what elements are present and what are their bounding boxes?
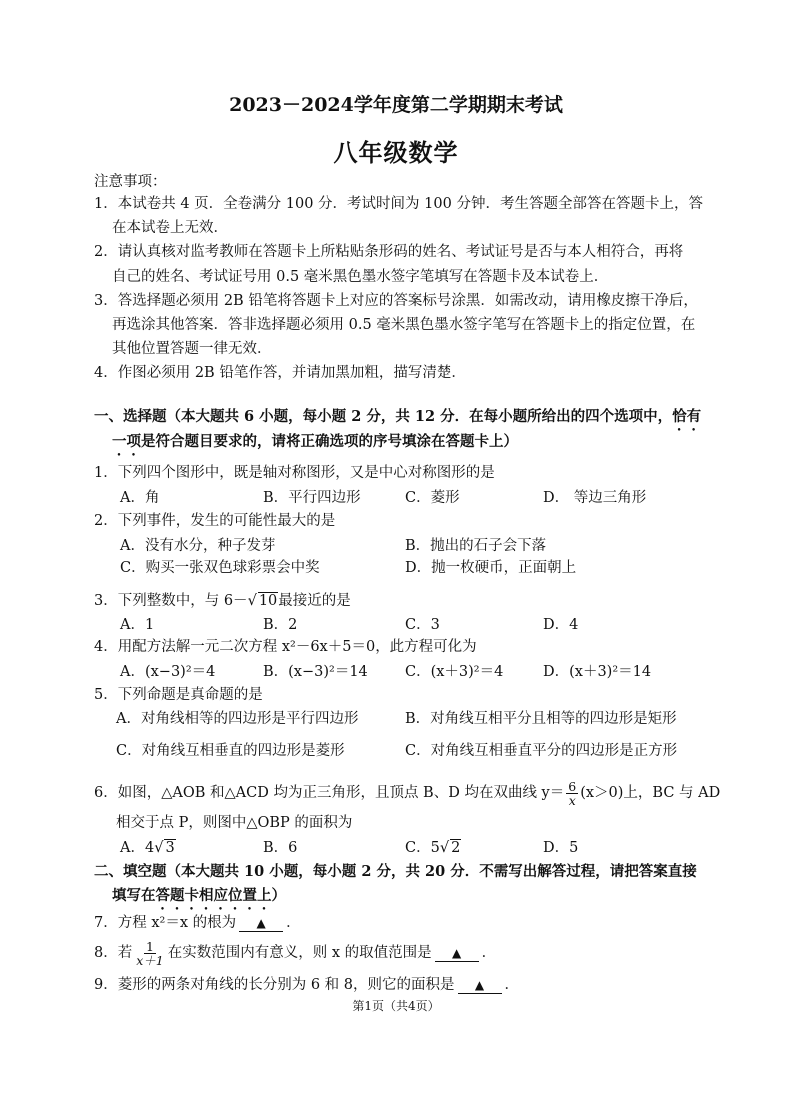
section-1-header-cont [112,433,518,459]
q2-option-d: D．抛一枚硬币，正面朝上 [405,560,577,576]
q6-option-a-radicand: 3 [165,840,175,856]
sqrt-sign: √ [439,840,450,856]
q6-stem-text-2: (x＞0)上，BC 与 AD [580,785,721,801]
note-3-line-2: 再选涂其他答案．答非选择题必须用 0.5 毫米黑色墨水签字笔写在答题卡上的指定位置，在 [112,317,696,333]
q3-stem [94,592,351,610]
q1-option-a: A．角 [120,490,160,506]
q2-option-b: B．抛出的石子会下落 [405,538,547,554]
q3-option-d: D．4 [543,617,579,633]
section-2-header-cont [112,887,286,913]
q4-stem [94,638,477,656]
exam-title: 2023－2024学年度第二学期期末考试 [229,94,563,116]
section-2-header-text-3: ） [271,887,286,904]
q6-option-d: D．5 [543,840,579,856]
q6-option-c [405,839,461,857]
q5-option-c: C．对角线互相垂直的四边形是菱形 [116,743,345,759]
q3-option-b: B．2 [263,617,298,633]
q3-stem-text: 3．下列整数中，与 6－ [94,593,248,609]
q2-stem: 2．下列事件，发生的可能性最大的是 [94,513,336,529]
q9-stem-end: ． [504,977,520,993]
section-1-header [94,408,701,434]
q6-option-a [120,839,176,857]
q5-option-d: C．对角线互相垂直平分的四边形是正方形 [405,743,678,759]
q8-fraction-denominator: x＋1 [136,952,164,968]
q1-stem: 1．下列四个图形中，既是轴对称图形，又是中心对称图形的是 [94,465,495,481]
section-1-emphasis: 恰有 [672,408,702,425]
notes-heading: 注意事项： [94,174,167,190]
subject-title: 八年级数学 [333,138,459,167]
q7 [94,914,301,932]
q1-option-d: D． 等边三角形 [543,490,647,506]
q5-stem: 5．下列命题是真命题的是 [94,687,263,703]
q6-option-c-text: C．5 [405,840,440,856]
q3-stem-text-2: 最接近的是 [278,593,351,609]
sqrt-sign: √ [154,840,164,856]
q8-fraction-numerator: 1 [146,938,154,954]
note-2-line-2: 自己的姓名、考试证号用 0.5 毫米黑色墨水签字笔填写在答题卡及本试卷上． [112,269,609,285]
q7-stem-end: ． [286,915,301,931]
sqrt-sign: √ [247,593,257,609]
note-3-line-3: 其他位置答题一律无效． [112,341,272,357]
q6-option-c-radicand: 2 [451,840,461,856]
note-1-line-1: 1．本试卷共 4 页．全卷满分 100 分．考试时间为 100 分钟．考生答题全部答在答题卡上，答 [94,196,703,212]
q8-stem-end: ． [481,945,497,961]
section-1-header-text: 一、选择题（本大题共 6 小题，每小题 2 分，共 12 分．在每小题所给出的四个选项中， [94,408,673,425]
q1-option-c: C．菱形 [405,490,460,506]
q6-stem-cont: 相交于点 P，则图中△OBP 的面积为 [116,815,353,831]
q6-option-a-text: A．4 [120,840,155,856]
q4-stem-text-2: ，此方程可化为 [375,639,477,655]
section-1-header-text-2: 是符合题目要求的，请将正确选项的序号填涂在答题卡上） [141,433,518,450]
section-2-header-text: 二、填空题（本大题共 10 小题，每小题 2 分，共 20 分．不需写出解答过程，请把答案直接 [94,863,697,880]
q6-stem-text: 6．如图，△AOB 和△ACD 均为正三角形，且顶点 B、D 均在双曲线 y＝ [94,785,565,801]
q8-fraction [134,940,166,967]
q6-stem [94,778,720,808]
page-footer: 第1页（共4页） [352,999,440,1013]
note-4: 4．作图必须用 2B 铅笔作答，并请加黑加粗，描写清楚． [94,365,466,381]
q1-option-b: B．平行四边形 [263,490,361,506]
q3-option-a: A．1 [120,617,155,633]
q4-option-a: A．(x−3)²＝4 [120,664,216,680]
q6-option-b: B．6 [263,840,298,856]
note-3-line-1: 3．答选择题必须用 2B 铅笔将答题卡上对应的答案标号涂黑．如需改动，请用橡皮擦干净后， [94,293,698,309]
section-2-header [94,863,697,881]
q4-option-b: B．(x−3)²＝14 [263,664,368,680]
q7-answer-blank: ▲ [239,915,283,932]
section-1-emphasis-2: 一项 [112,433,141,450]
q9 [94,976,519,994]
q3-option-c: C．3 [405,617,440,633]
q4-equation: x²－6x＋5＝0 [281,639,376,655]
q9-answer-blank: ▲ [458,977,502,994]
q6-fraction [566,780,578,807]
note-1-line-2: 在本试卷上无效． [112,220,228,236]
q7-stem: 7．方程 x²＝x 的根为 [94,915,237,931]
q4-stem-text: 4．用配方法解一元二次方程 [94,639,278,655]
q9-stem: 9．菱形的两条对角线的长分别为 6 和 8，则它的面积是 [94,977,455,993]
q2-option-a: A．没有水分，种子发芽 [120,538,276,554]
q5-option-b: B．对角线互相平分且相等的四边形是矩形 [405,711,677,727]
q4-option-c: C．(x＋3)²＝4 [405,664,504,680]
q3-radicand: 10 [258,593,278,609]
q8 [94,938,496,968]
q8-answer-blank: ▲ [435,945,479,962]
note-2-line-1: 2．请认真核对监考教师在答题卡上所粘贴条形码的姓名、考试证号是否与本人相符合，再将 [94,244,684,260]
q8-stem: 8．若 [94,945,133,961]
q8-stem-2: 在实数范围内有意义，则 x 的取值范围是 [167,945,432,961]
q2-option-c: C．购买一张双色球彩票会中奖 [120,560,320,576]
section-2-emphasis: 答题卡相应位置上 [155,887,272,904]
section-2-header-text-2: 填写在 [112,887,156,904]
q4-option-d: D．(x＋3)²＝14 [543,664,652,680]
q6-fraction-numerator: 6 [568,778,577,794]
q5-option-a: A．对角线相等的四边形是平行四边形 [116,711,359,727]
q6-fraction-denominator: x [568,792,576,808]
